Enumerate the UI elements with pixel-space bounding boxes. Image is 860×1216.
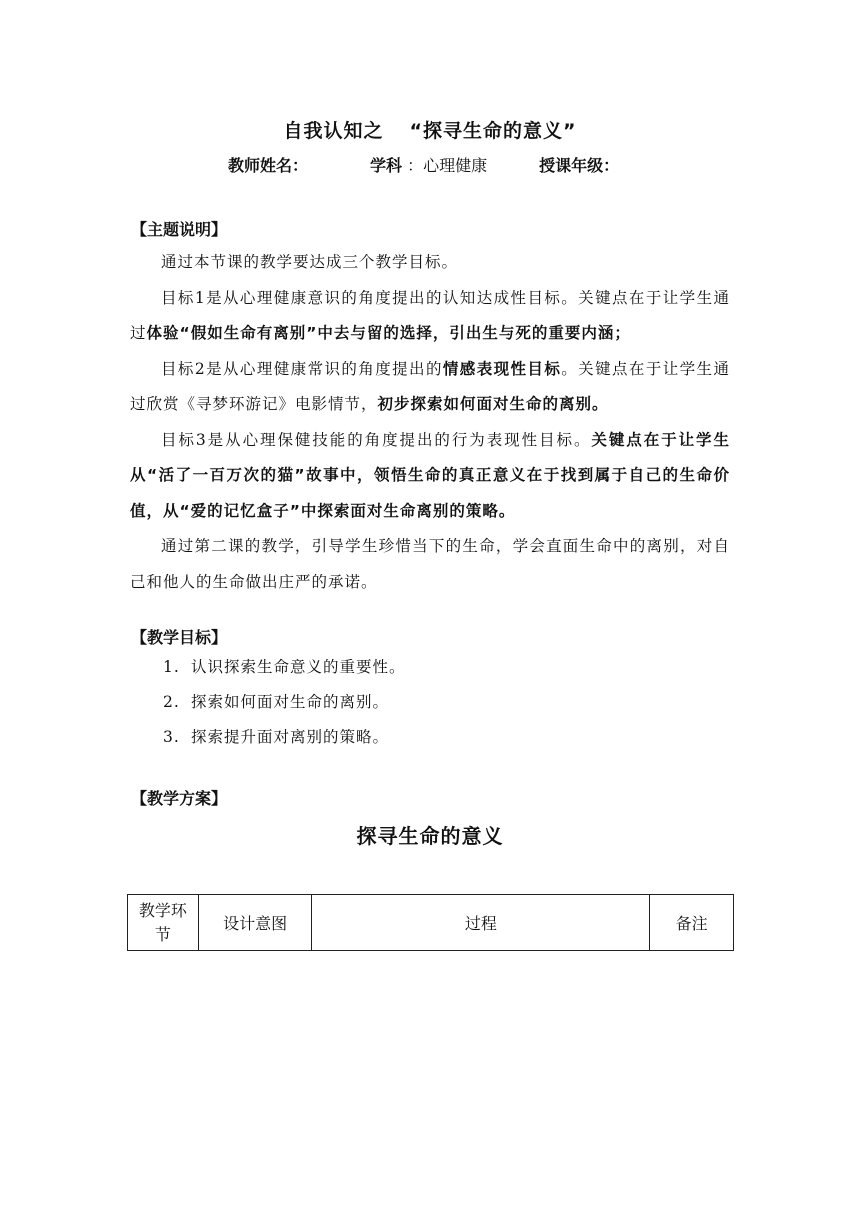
theme-goal-1: 目标1是从心理健康意识的角度提出的认知达成性目标。关键点在于让学生通过体验“假如生命有离别”中去与留的选择，引出生与死的重要内涵；: [130, 288, 730, 342]
header-cell-intent: 设计意图: [198, 895, 311, 951]
list-item: 1. 认识探索生命意义的重要性。: [163, 658, 406, 676]
header-cell-process: 过程: [312, 895, 650, 951]
theme-intro: 通过本节课的教学要达成三个教学目标。: [161, 253, 459, 271]
subject-value: ：心理健康: [407, 156, 488, 175]
grade-label: 授课年级：: [539, 156, 620, 175]
title-main: “探寻生命的意义”: [409, 120, 577, 142]
lesson-meta: [228, 153, 619, 176]
list-item: 2. 探索如何面对生命的离别。: [163, 693, 390, 711]
theme-goal-2: 目标2是从心理健康常识的角度提出的情感表现性目标。关键点在于让学生通过欣赏《寻梦环游记》电影情节，初步探索如何面对生命的离别。: [130, 359, 730, 413]
theme-closing: 通过第二课的教学，引导学生珍惜当下的生命，学会直面生命中的离别，对自己和他人的生命做出庄严的承诺。: [130, 537, 730, 591]
list-item: 3. 探索提升面对离别的策略。: [163, 728, 390, 746]
header-cell-stage: 教学环节: [128, 895, 199, 951]
theme-heading: 【主题说明】: [131, 220, 228, 239]
lesson-plan-table: [127, 894, 734, 951]
teacher-label: 教师姓名：: [228, 156, 309, 175]
plan-subtitle: 探寻生命的意义: [356, 824, 504, 848]
theme-goal-3: 目标3是从心理保健技能的角度提出的行为表现性目标。关键点在于让学生从“活了一百万次的猫”故事中，领悟生命的真正意义在于找到属于自己的生命价值，从“爱的记忆盒子”中探索面对生命离别的策略。: [130, 430, 730, 520]
plan-heading: 【教学方案】: [131, 789, 228, 808]
subject-label: 学科: [370, 156, 403, 175]
objectives-list: [163, 650, 406, 755]
theme-body: [130, 245, 730, 600]
document-title: [0, 116, 860, 143]
objectives-heading: 【教学目标】: [131, 628, 228, 647]
header-cell-notes: 备注: [650, 895, 734, 951]
title-prefix: 自我认知之: [283, 120, 384, 142]
table-row: [128, 895, 734, 951]
